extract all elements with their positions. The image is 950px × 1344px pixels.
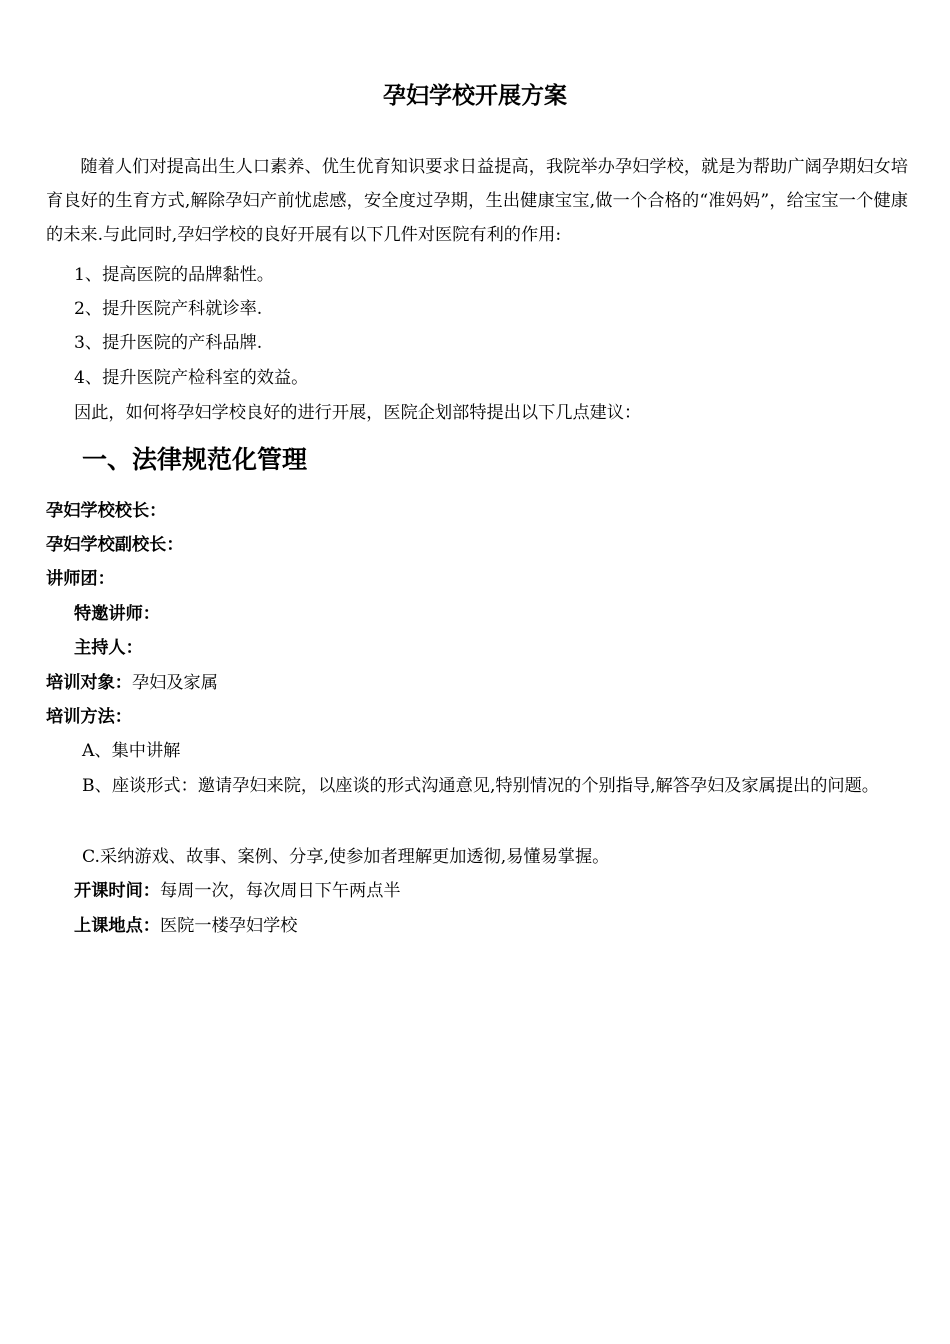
guest-lecturer-label: 特邀讲师： bbox=[74, 604, 160, 624]
host-label: 主持人： bbox=[74, 638, 143, 658]
vice-principal-label: 孕妇学校副校长： bbox=[46, 535, 184, 555]
transition-paragraph: 因此，如何将孕妇学校良好的进行开展，医院企划部特提出以下几点建议： bbox=[74, 403, 642, 423]
method-a: A、集中讲解 bbox=[82, 741, 181, 761]
methods-label: 培训方法： bbox=[46, 707, 132, 727]
audience-label: 培训对象： bbox=[46, 673, 132, 693]
place-line bbox=[74, 909, 297, 943]
time-value: 每周一次，每次周日下午两点半 bbox=[159, 881, 401, 901]
benefit-item-1: 1、提高医院的品牌黏性。 bbox=[74, 265, 274, 285]
benefit-item-4: 4、提升医院产检科室的效益。 bbox=[74, 368, 309, 388]
intro-paragraph: 随着人们对提高出生人口素养、优生优育知识要求日益提高，我院举办孕妇学校，就是为帮助广阔孕期妇女培育良好的生育方式,解除孕妇产前忧虑感，安全度过孕期，生出健康宝宝,做一个合格的“准妈妈”，给宝宝一个健康的未来.与此同时,孕妇学校的良好开展有以下几件对医院有利的作用: bbox=[46, 157, 908, 245]
document-title: 孕妇学校开展方案 bbox=[383, 83, 567, 109]
principal-label: 孕妇学校校长： bbox=[46, 501, 167, 521]
place-label: 上课地点： bbox=[74, 916, 160, 936]
time-line bbox=[74, 874, 401, 908]
place-value: 医院一楼孕妇学校 bbox=[159, 916, 298, 936]
benefit-item-3: 3、提升医院的产科品牌. bbox=[74, 333, 263, 353]
section-heading: 一、法律规范化管理 bbox=[82, 445, 308, 474]
benefit-item-2: 2、提升医院产科就诊率. bbox=[74, 299, 263, 319]
method-b: B、座谈形式：邀请孕妇来院，以座谈的形式沟通意见,特别情况的个别指导,解答孕妇及家属提出的问题。 bbox=[82, 776, 879, 796]
audience-line bbox=[46, 666, 218, 700]
method-c: C.采纳游戏、故事、案例、分享,使参加者理解更加透彻,易懂易掌握。 bbox=[82, 847, 610, 867]
audience-value: 孕妇及家属 bbox=[131, 673, 218, 693]
time-label: 开课时间： bbox=[74, 881, 160, 901]
lecturers-label: 讲师团： bbox=[46, 569, 115, 589]
